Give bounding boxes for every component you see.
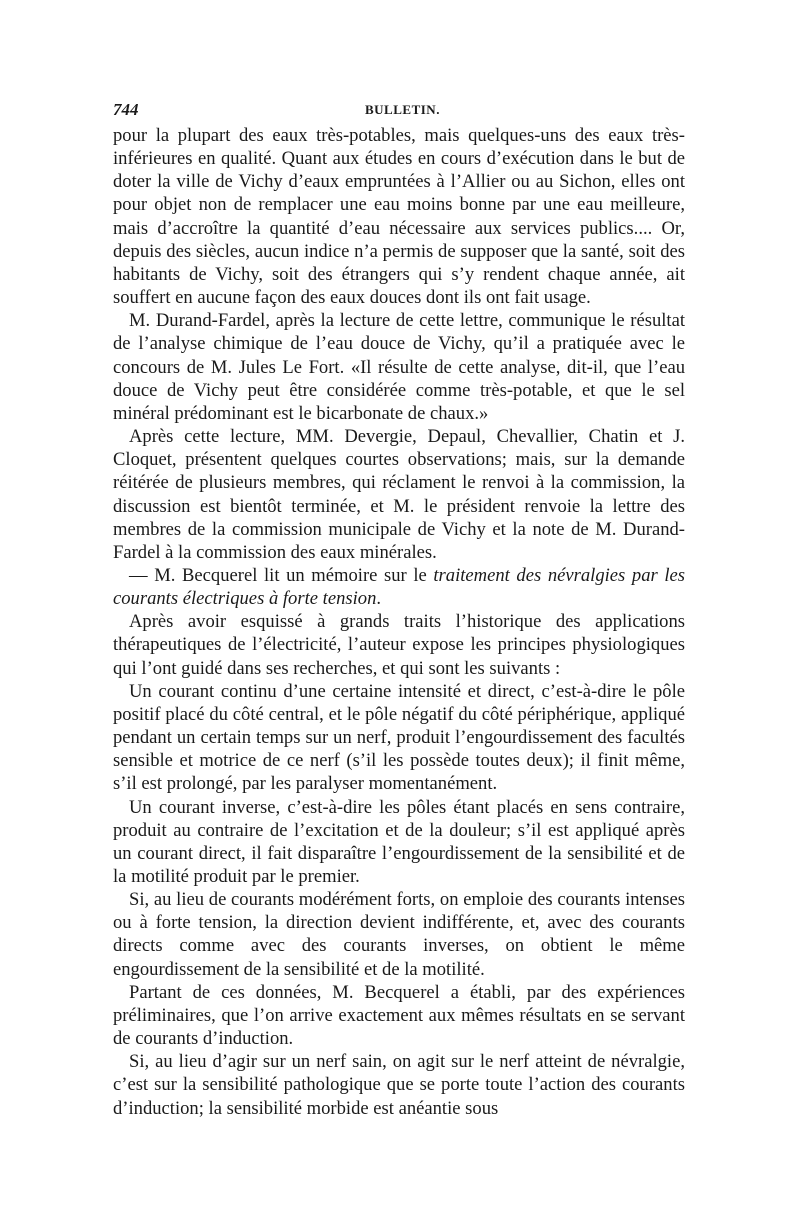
paragraph: Partant de ces données, M. Becquerel a établi, par des expériences préliminaires, que l’on arrive exactement aux mêmes résultats en se servant de courants d’induction.: [113, 981, 685, 1050]
paragraph: [113, 564, 685, 610]
paragraph-text: — M. Becquerel lit un mémoire sur le: [129, 564, 434, 586]
memoir-title: traitement des névralgies par les courants électriques à forte tension: [113, 564, 685, 610]
body-text: [113, 124, 685, 1120]
paragraph: Après avoir esquissé à grands traits l’historique des applications thérapeutiques de l’électricité, l’auteur expose les principes physiologiques qui l’ont guidé dans ses recherches, et qui sont les suivants :: [113, 611, 685, 679]
book-page: [113, 96, 685, 1119]
paragraph-text: .: [376, 588, 382, 610]
page-header: [113, 96, 685, 122]
paragraph: Un courant inverse, c’est-à-dire les pôles étant placés en sens contraire, produit au contraire de l’excitation et de la douleur; s’il est appliqué après un courant direct, il fait disparaître l’engourdissement de la sensibilité et de la motilité produit par le premier.: [113, 796, 685, 887]
paragraph: Après cette lecture, MM. Devergie, Depaul, Chevallier, Chatin et J. Cloquet, présentent quelques courtes observations; mais, sur la demande réitérée de plusieurs membres, qui réclament le renvoi à la commission, la discussion est bientôt terminée, et M. le président renvoie la lettre des membres de la commission municipale de Vichy et la note de M. Durand-Fardel à la commission des eaux minérales.: [113, 426, 685, 563]
paragraph: M. Durand-Fardel, après la lecture de cette lettre, communique le résultat de l’analyse chimique de l’eau douce de Vichy, qu’il a pratiquée avec le concours de M. Jules Le Fort. «Il résulte de cette analyse, dit-il, que l’eau douce de Vichy peut être considérée comme très-potable, et que le sel minéral prédominant est le bicarbonate de chaux.»: [113, 310, 685, 424]
paragraph: Si, au lieu d’agir sur un nerf sain, on agit sur le nerf atteint de névralgie, c’est sur la sensibilité pathologique que se porte toute l’action des courants d’induction; la sensibilité morbide est anéantie sous: [113, 1051, 685, 1119]
paragraph: Un courant continu d’une certaine intensité et direct, c’est-à-dire le pôle positif placé du côté central, et le pôle négatif du côté périphérique, appliqué pendant un certain temps sur un nerf, produit l’engourdissement des facultés sensible et motrice de ce nerf (s’il les possède toutes deux); il finit même, s’il est prolongé, par les paralyser momentanément.: [113, 680, 685, 795]
paragraph: pour la plupart des eaux très-potables, mais quelques-uns des eaux très-inférieures en qualité. Quant aux études en cours d’exécution dans le but de doter la ville de Vichy d’eaux empruntées à l’Allier ou au Sichon, elles ont pour objet non de remplacer une eau moins bonne par une eau meilleure, mais d’accroître la quantité d’eau nécessaire aux services publics.... Or, depuis des siècles, aucun indice n’a permis de supposer que la santé, soit des habitants de Vichy, soit des étrangers qui s’y rendent chaque année, ait souffert en aucune façon des eaux douces dont ils ont fait usage.: [113, 125, 685, 309]
paragraph: Si, au lieu de courants modérément forts, on emploie des courants intenses ou à forte tension, la direction devient indifférente, et, avec des courants directs comme avec des courants inverses, on obtient le même engourdissement de la sensibilité et de la motilité.: [113, 889, 685, 980]
running-head: BULLETIN.: [365, 102, 440, 117]
page-number: 744: [113, 100, 139, 119]
